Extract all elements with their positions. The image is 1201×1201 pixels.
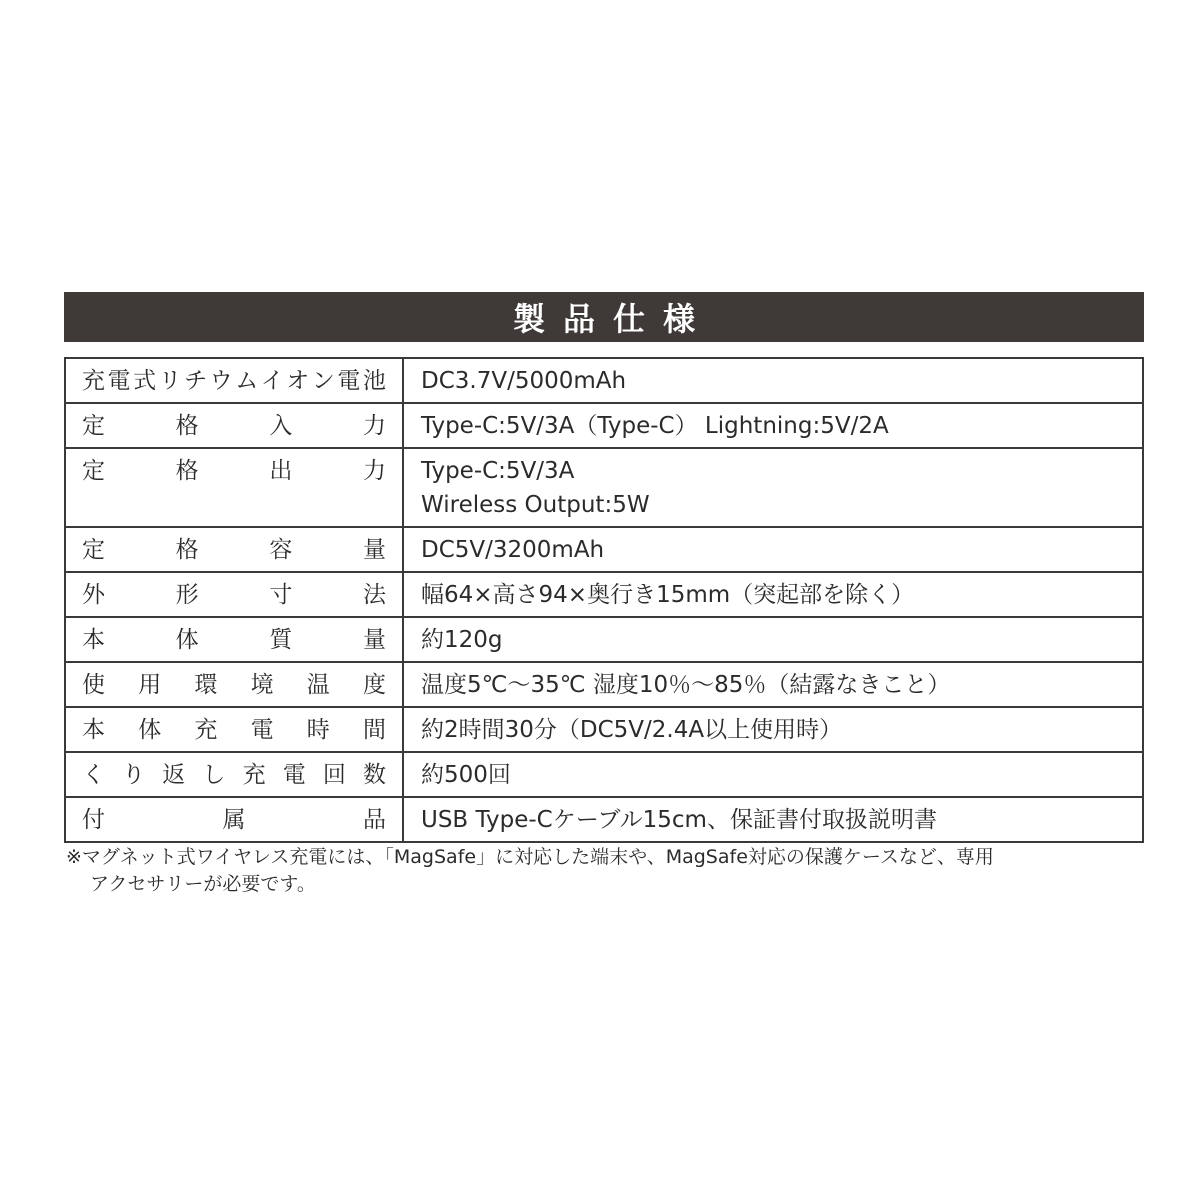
spec-label-char: 体 <box>138 717 162 743</box>
spec-value-cell <box>403 707 1143 752</box>
spec-label-char: 本 <box>82 717 105 743</box>
spec-label-char: 容 <box>269 537 293 563</box>
spec-label-char: 電 <box>107 368 131 394</box>
spec-label-char: ム <box>235 368 259 394</box>
spec-value-cell <box>403 617 1143 662</box>
spec-label-char: 質 <box>269 627 293 653</box>
spec-label-char: 式 <box>133 368 157 394</box>
spec-value-cell <box>403 358 1143 403</box>
spec-label-char: 定 <box>82 458 105 484</box>
spec-value: USB Type-Cケーブル15cm、保証書付取扱説明書 <box>421 807 937 833</box>
spec-label-char: 数 <box>362 762 386 788</box>
spec-label-char: チ <box>184 368 208 394</box>
spec-label-char: 品 <box>363 807 386 833</box>
spec-label-char: 用 <box>138 672 162 698</box>
spec-label-char: 出 <box>269 458 293 484</box>
spec-label-cell <box>65 448 403 527</box>
footnote <box>66 844 1146 898</box>
spec-label-char: 充 <box>82 368 105 394</box>
spec-label-char: リ <box>158 368 182 394</box>
spec-row <box>65 448 1143 527</box>
spec-label-char: 池 <box>362 368 386 394</box>
spec-value: 幅64×高さ94×奥行き15mm（突起部を除く） <box>421 582 915 608</box>
spec-value: 約2時間30分（DC5V/2.4A以上使用時） <box>421 717 843 743</box>
spec-label-char: 充 <box>242 762 266 788</box>
spec-label-cell <box>65 358 403 403</box>
spec-label <box>66 359 402 402</box>
spec-label-cell <box>65 662 403 707</box>
spec-label-char: 回 <box>322 762 346 788</box>
spec-row <box>65 707 1143 752</box>
spec-title: 製品仕様 <box>512 300 713 338</box>
spec-label-char: 格 <box>175 413 199 439</box>
spec-label-char: 定 <box>82 537 105 563</box>
spec-row <box>65 752 1143 797</box>
spec-label-char: ウ <box>209 368 233 394</box>
spec-label-char: 形 <box>175 582 199 608</box>
spec-value: Type-C:5V/3A（Type-C） Lightning:5V/2A <box>421 413 889 439</box>
spec-label-char: 力 <box>362 413 386 439</box>
spec-label-char: 入 <box>269 413 293 439</box>
spec-value: Wireless Output:5W <box>421 492 650 518</box>
spec-title-bar <box>64 292 1144 342</box>
spec-label-char: 本 <box>82 627 105 653</box>
footnote-line-2: アクセサリーが必要です。 <box>90 873 316 895</box>
spec-row <box>65 617 1143 662</box>
spec-label-cell <box>65 617 403 662</box>
spec-label-char: 環 <box>194 672 218 698</box>
spec-label-char: り <box>122 762 146 788</box>
spec-label-char: イ <box>260 368 284 394</box>
spec-label-char: 電 <box>337 368 361 394</box>
spec-label-char: 返 <box>162 762 186 788</box>
spec-label-char: く <box>82 762 105 788</box>
spec-label-cell <box>65 707 403 752</box>
spec-row <box>65 662 1143 707</box>
spec-label-char: し <box>202 762 226 788</box>
spec-value-cell <box>403 752 1143 797</box>
spec-label-char: 度 <box>362 672 386 698</box>
spec-value: DC5V/3200mAh <box>421 537 605 563</box>
spec-label <box>66 753 402 796</box>
spec-label-char: 時 <box>306 717 330 743</box>
spec-row <box>65 572 1143 617</box>
spec-label-char: 外 <box>82 582 105 608</box>
spec-label-char: 温 <box>306 672 330 698</box>
spec-value-cell <box>403 797 1143 842</box>
spec-label-cell <box>65 797 403 842</box>
spec-label-char: 格 <box>175 458 199 484</box>
spec-label-char: 境 <box>250 672 274 698</box>
spec-label <box>66 798 402 841</box>
spec-label <box>66 663 402 706</box>
spec-table <box>64 357 1144 843</box>
spec-label-char: 使 <box>82 672 105 698</box>
spec-value: 約120g <box>421 627 503 653</box>
spec-row <box>65 527 1143 572</box>
spec-row <box>65 358 1143 403</box>
spec-label <box>66 708 402 751</box>
spec-value-cell <box>403 662 1143 707</box>
spec-label-char: 充 <box>194 717 218 743</box>
spec-value: 約500回 <box>421 762 511 788</box>
spec-label-char: 量 <box>362 537 386 563</box>
spec-label <box>66 573 402 616</box>
spec-label-char: 電 <box>250 717 274 743</box>
spec-row <box>65 797 1143 842</box>
footnote-line-1: ※マグネット式ワイヤレス充電には、「MagSafe」に対応した端末や、MagSafe対応の保護ケースなど、専用 <box>66 846 994 868</box>
spec-label-cell <box>65 403 403 448</box>
spec-label-char: ン <box>311 368 335 394</box>
spec-row <box>65 403 1143 448</box>
spec-label-char: オ <box>286 368 310 394</box>
spec-label-cell <box>65 752 403 797</box>
spec-value-cell <box>403 572 1143 617</box>
spec-label-cell <box>65 527 403 572</box>
spec-label-char: 間 <box>362 717 386 743</box>
spec-label-char: 電 <box>282 762 306 788</box>
spec-label-char: 法 <box>362 582 386 608</box>
spec-label-char: 付 <box>82 807 105 833</box>
spec-label-char: 属 <box>222 807 246 833</box>
spec-value-cell <box>403 527 1143 572</box>
spec-label-char: 寸 <box>269 582 293 608</box>
spec-value: Type-C:5V/3A <box>421 458 575 484</box>
spec-label-char: 格 <box>175 537 199 563</box>
spec-value: DC3.7V/5000mAh <box>421 368 627 394</box>
spec-label-char: 体 <box>175 627 199 653</box>
spec-label-char: 量 <box>362 627 386 653</box>
spec-value-cell <box>403 403 1143 448</box>
spec-label <box>66 404 402 447</box>
spec-label <box>66 618 402 661</box>
spec-label <box>66 449 402 492</box>
spec-label-char: 定 <box>82 413 105 439</box>
spec-label-char: 力 <box>362 458 386 484</box>
spec-label <box>66 528 402 571</box>
spec-value-cell <box>403 448 1143 527</box>
spec-label-cell <box>65 572 403 617</box>
spec-value: 温度5℃～35℃ 湿度10％～85％（結露なきこと） <box>421 672 951 698</box>
